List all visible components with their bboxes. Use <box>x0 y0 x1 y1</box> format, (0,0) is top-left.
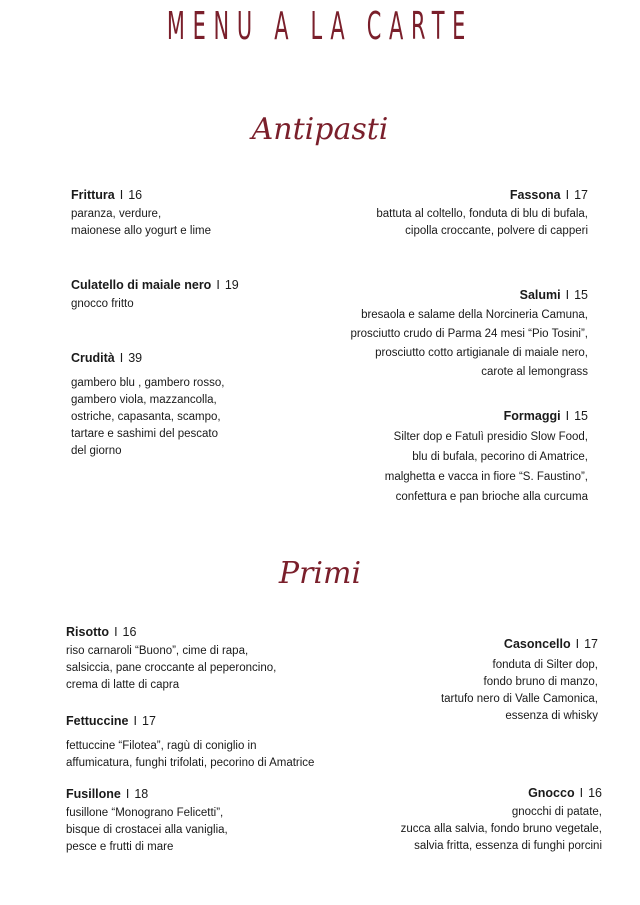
dish-desc-line: essenza di whisky <box>505 710 598 722</box>
dish-desc-line: fondo bruno di manzo, <box>483 676 598 688</box>
dish-name: Fusillone <box>66 787 121 801</box>
dish-crudita <box>71 350 224 460</box>
dish-name: Culatello di maiale nero <box>71 278 212 292</box>
price-separator: I <box>119 188 124 202</box>
dish-casoncello <box>441 636 598 725</box>
dish-desc-line: paranza, verdure, <box>71 208 162 220</box>
dish-price: 18 <box>134 787 149 801</box>
dish-price: 15 <box>574 288 588 302</box>
dish-price: 17 <box>584 637 598 651</box>
section-title-antipasti: Antipasti <box>251 112 389 147</box>
dish-desc-line: salvia fritta, essenza di funghi porcini <box>414 840 602 852</box>
dish-desc-line: cipolla croccante, polvere di capperi <box>405 225 588 237</box>
dish-desc-line: carote al lemongrass <box>481 366 588 378</box>
dish-desc-line: gnocco fritto <box>71 298 134 310</box>
dish-desc-line: pesce e frutti di mare <box>66 841 174 853</box>
price-separator: I <box>114 625 118 639</box>
dish-desc-line: bresaola e salame della Norcineria Camuna, <box>361 309 588 321</box>
price-separator: I <box>133 714 137 728</box>
price-separator: I <box>119 351 124 365</box>
dish-fusillone <box>66 786 228 856</box>
dish-name: Salumi <box>519 288 561 302</box>
dish-desc-line: maionese allo yogurt e lime <box>71 225 211 237</box>
dish-desc-line: del giorno <box>71 445 122 457</box>
dish-gnocco <box>401 785 602 855</box>
dish-desc-line: fusillone “Monograno Felicetti”, <box>66 807 224 819</box>
dish-desc-line: malghetta e vacca in fiore “S. Faustino”, <box>384 471 588 483</box>
dish-name: Risotto <box>66 625 110 639</box>
dish-desc-line: salsiccia, pane croccante al peperoncino, <box>66 662 277 674</box>
dish-desc-line: crema di latte di capra <box>66 679 180 691</box>
dish-name: Gnocco <box>528 786 575 800</box>
dish-price: 19 <box>224 278 239 292</box>
dish-desc-line: gnocchi di patate, <box>511 806 602 818</box>
dish-desc-line: Silter dop e Fatulì presidio Slow Food, <box>393 431 588 443</box>
price-separator: I <box>125 787 130 801</box>
dish-desc-line: battuta al coltello, fonduta di blu di bufala, <box>376 208 588 220</box>
price-separator: I <box>216 278 220 292</box>
dish-culatello <box>71 277 239 313</box>
dish-desc-line: prosciutto cotto artigianale di maiale nero, <box>375 347 588 359</box>
price-separator: I <box>565 409 570 423</box>
dish-fassona <box>376 187 588 240</box>
dish-price: 16 <box>588 786 602 800</box>
dish-desc-line: fonduta di Silter dop, <box>492 659 598 671</box>
dish-desc-line: prosciutto crudo di Parma 24 mesi “Pio Tosini”, <box>350 328 588 340</box>
dish-desc-line: ostriche, capasanta, scampo, <box>71 411 221 423</box>
dish-price: 16 <box>122 625 137 639</box>
dish-desc-line: zucca alla salvia, fondo bruno vegetale, <box>400 823 602 835</box>
dish-name: Crudità <box>71 351 115 365</box>
dish-desc-line: tartare e sashimi del pescato <box>71 428 219 440</box>
dish-risotto <box>66 624 276 694</box>
dish-name: Casoncello <box>503 637 571 651</box>
dish-name: Fassona <box>509 188 561 202</box>
dish-name: Formaggi <box>503 409 561 423</box>
price-separator: I <box>565 288 570 302</box>
price-separator: I <box>575 637 580 651</box>
dish-name: Frittura <box>71 188 115 202</box>
dish-desc-line: gambero viola, mazzancolla, <box>71 394 217 406</box>
dish-desc-line: bisque di crostacei alla vaniglia, <box>66 824 228 836</box>
price-separator: I <box>565 188 570 202</box>
section-title-primi: Primi <box>278 556 362 591</box>
dish-desc-line: affumicatura, funghi trifolati, pecorino di Amatrice <box>66 757 315 769</box>
dish-desc-line: gambero blu , gambero rosso, <box>71 377 225 389</box>
dish-fettuccine <box>66 713 314 772</box>
dish-price: 15 <box>574 409 588 423</box>
dish-price: 16 <box>128 188 143 202</box>
price-separator: I <box>579 786 584 800</box>
dish-price: 17 <box>142 714 156 728</box>
dish-desc-line: tartufo nero di Valle Camonica, <box>440 693 598 705</box>
dish-desc-line: fettuccine “Filotea”, ragù di coniglio in <box>66 740 257 752</box>
dish-frittura <box>71 187 211 240</box>
dish-desc-line: confettura e pan brioche alla curcuma <box>395 491 588 503</box>
dish-salumi <box>350 287 588 382</box>
dish-name: Fettuccine <box>66 714 129 728</box>
dish-formaggi <box>385 408 588 507</box>
dish-price: 39 <box>128 351 143 365</box>
dish-price: 17 <box>574 188 588 202</box>
dish-desc-line: blu di bufala, pecorino di Amatrice, <box>412 451 588 463</box>
menu-title: MENU A LA CARTE <box>166 4 474 48</box>
dish-desc-line: riso carnaroli “Buono”, cime di rapa, <box>66 645 249 657</box>
